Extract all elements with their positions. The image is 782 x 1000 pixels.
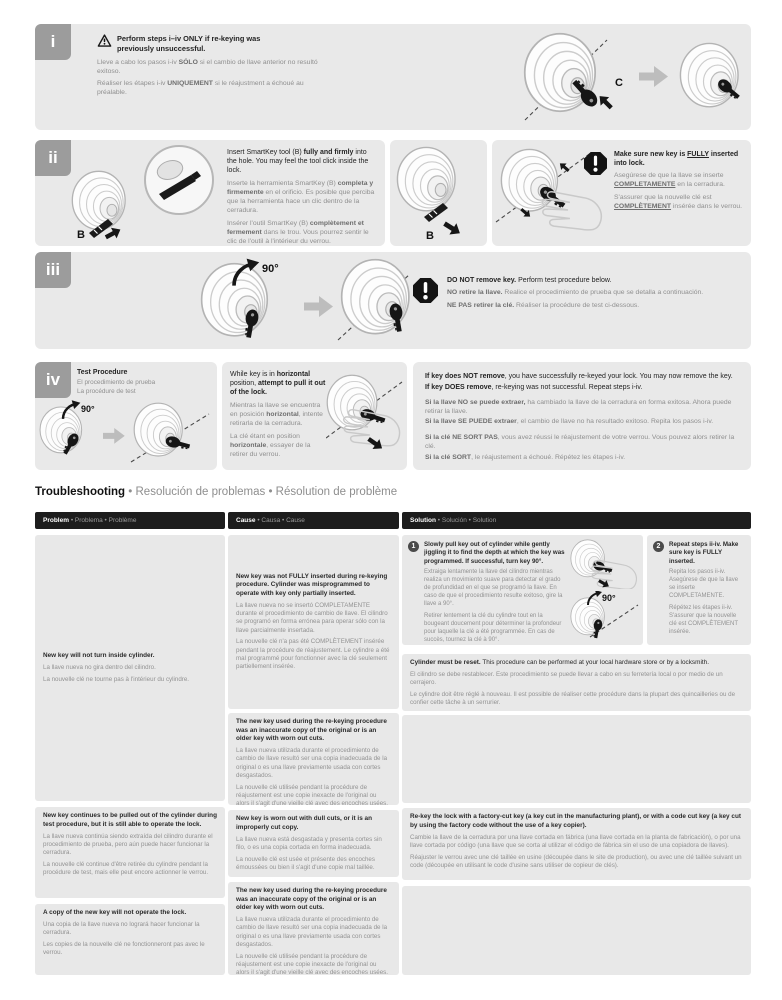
step-iii-fr: NE PAS retirer la clé. Réaliser la procédure de test ci-dessous. — [447, 302, 640, 310]
step-iv-pull-en: While key is in horizontal position, attempt to pull it out of the lock. — [230, 371, 326, 397]
key-c-label: C — [615, 77, 623, 89]
solution-reset-en: Cylinder must be reset. This procedure can be performed at your local hardware store or by a locksmith. — [410, 659, 709, 666]
insert-arrow-icon — [595, 92, 615, 112]
problem-1-en: New key will not turn inside cylinder. — [43, 651, 155, 659]
step-iii-panel — [35, 252, 751, 349]
solution-cell-step2 — [647, 535, 751, 645]
problem-3-en: A copy of the new key will not operate the lock. — [43, 909, 187, 916]
step-ii-badge: ii — [35, 140, 71, 176]
solution-step2-text — [669, 541, 743, 637]
step-i-text — [97, 34, 347, 102]
step-number-badge: 1 — [408, 541, 419, 552]
solution-cell-reset — [402, 654, 751, 711]
step-ii-fully-fr: S'assurer que la nouvelle clé est COMPLÈTEMENT insérée dans le verrou. — [614, 194, 743, 211]
solution-rekey-fr: Réajuster le verrou avec une clé taillée en usine (découpée dans le site de production), ou avec une clé taillée suivant un code (découpée en utilisant le code d'usine sans utiliser de copieur de clés). — [410, 853, 742, 869]
step-ii-key-fully-panel — [492, 140, 751, 246]
step-iii-en: DO NOT remove key. Perform test procedure below. — [447, 277, 612, 284]
step-iii-illustration — [200, 256, 412, 346]
step-iv-result-panel — [413, 362, 751, 470]
solution-step2-en: Repeat steps ii-iv. Make sure key is FULLY inserted. — [669, 541, 739, 565]
magnifier-inset-icon — [145, 146, 213, 214]
solution-pull-illustration — [570, 537, 640, 589]
result-en-1: If key does NOT remove, you have successfully re-keyed your lock. You may now remove the key. — [425, 373, 733, 380]
test-procedure-title-fr: La procédure de test — [77, 388, 136, 396]
solution-cell-step1 — [402, 535, 643, 645]
step-i-heading: Perform steps i–iv ONLY if re-keying was previously unsuccessful. — [117, 34, 261, 53]
alert-octagon-icon — [584, 152, 607, 180]
solution-reset-fr: Le cylindre doit être réglé à nouveau. Il est possible de réaliser cette procédure dans la plupart des quincailleries ou de confier cette tâche à un serrurier. — [410, 691, 736, 707]
step-iv-pull-panel — [222, 362, 407, 470]
problem-2-es: La llave nueva continúa siendo extraída del cilindro durante el procedimiento de prueba, pero aún puede hacer funcionar la cerradura. — [43, 832, 213, 857]
cause-2-es: La llave nueva utilizada durante el procedimiento de cambio de llave resultó ser una copia inadecuada de la original o es una llave previamente usada con cortes desgastados. — [236, 747, 388, 779]
arrow-right-icon — [103, 428, 125, 444]
rotation-90-label: 90° — [262, 263, 279, 275]
cause-4-en: The new key used during the re-keying procedure was an inaccurate copy of the original or is an older key with worn out cuts. — [236, 887, 387, 912]
test-procedure-title-en: Test Procedure — [77, 369, 128, 376]
alert-octagon-icon — [413, 278, 438, 308]
solution-cell-empty — [402, 715, 751, 803]
result-es-2: Si la llave SE PUEDE extraer, el cambio de llave no ha resultado exitoso. Repita los pasos i-iv. — [425, 418, 714, 426]
step-ii-insert-panel — [35, 140, 385, 246]
step-iv-pull-illustration — [326, 374, 404, 462]
step-ii-insert-illustration — [71, 144, 221, 242]
cause-3-fr: La nouvelle clé est usée et présente des encoches émoussées ou bien il s'agit d'une copie mal taillée. — [236, 855, 375, 871]
arrow-right-icon — [639, 66, 668, 87]
step-ii-insert-en: Insert SmartKey tool (B) fully and firmly into the hole. You may feel the tool click inside the lock. — [227, 149, 369, 175]
problem-2-fr: La nouvelle clé continue d'être retirée du cylindre pendant la procédure de test, mais elle peut encore actionner le verrou. — [43, 860, 209, 877]
result-es-1: Si la llave NO se puede extraer, ha cambiado la llave de la cerradura en forma exitosa. Ahora puede retirar la llave. — [425, 398, 732, 415]
tool-b-label: B — [77, 229, 85, 241]
result-fr-1: Si la clé NE SORT PAS, vous avez réussi le réajustement de votre verrou. Vous pouvez alors retirer la clé. — [425, 434, 735, 451]
step-ii-fully-es: Asegúrese de que la llave se inserte COMPLETAMENTE en la cerradura. — [614, 172, 725, 189]
tool-b-label: B — [426, 230, 434, 242]
problem-1-es: La llave nueva no gira dentro del cilindro. — [43, 664, 156, 671]
rotation-90-label: 90° — [602, 593, 616, 603]
step-ii-fully-en: Make sure new key is FULLY inserted into lock. — [614, 151, 739, 168]
solution-cell-empty — [402, 886, 751, 975]
solution-step1-text — [424, 541, 566, 644]
step-i-panel — [35, 24, 751, 130]
cause-3-en: New key is worn out with dull cuts, or it is an improperly cut copy. — [236, 815, 372, 831]
cause-1-es: La llave nueva no se insertó COMPLETAMENTE durante el procedimiento de cambio de llave. El cilindro se programó en forma errónea para operar sólo con la llave parcialmente insertada. — [236, 601, 388, 634]
step-iv-pull-es: Mientras la llave se encuentra en posición horizontal, intente retirarla de la cerradura. — [230, 401, 323, 427]
solution-step2-es: Repita los pasos ii-iv. Asegúrese de que la llave se inserte COMPLETAMENTE. — [669, 569, 739, 600]
remove-arrow-icon — [441, 218, 463, 239]
troubleshooting-title: Troubleshooting • Resolución de problemas • Résolution de problème — [35, 486, 398, 498]
result-fr-2: Si la clé SORT, le réajustement a échoué. Répétez les étapes i-iv. — [425, 453, 626, 461]
cause-4-es: La llave nueva utilizada durante el procedimiento de cambio de llave resultó ser una copia inadecuada de la original o es una llave previamente usada con cortes desgastados. — [236, 916, 388, 948]
step-ii-remove-tool-panel — [390, 140, 487, 246]
result-en-2: If key DOES remove, re-keying was not successful. Repeat steps i-iv. — [425, 383, 643, 391]
step-ii-fully-text — [614, 150, 744, 216]
test-procedure-title-es: El procedimiento de prueba — [77, 378, 156, 386]
col-header-cause: Cause • Causa • Cause — [228, 512, 399, 529]
step-iii-text — [447, 276, 743, 315]
solution-step1-fr: Retirer lentement la clé du cylindre tout en la bougeant doucement pour déterminer la profondeur pour laquelle la clé a été programmée. En cas de succès, tournez la clé à 90°. — [424, 612, 562, 643]
rotation-90-label: 90° — [81, 404, 95, 414]
step-ii-insert-fr: Insérer l'outil SmartKey (B) complètement et fermement dans le trou. Vous pourrez sentir le clic de l'outil à l'intérieur du verrou. — [227, 219, 369, 245]
warning-triangle-icon — [97, 34, 112, 48]
cause-2-en: The new key used during the re-keying procedure was an inaccurate copy of the original or is an older key with worn out cuts. — [236, 718, 387, 743]
step-number-badge: 2 — [653, 541, 664, 552]
solution-cell-rekey — [402, 808, 751, 880]
cause-cell-3 — [228, 810, 399, 877]
cause-cell-1 — [228, 535, 399, 709]
cause-1-en: New key was not FULLY inserted during re-keying procedure. Cylinder was misprogrammed to operate with key only partially inserted. — [236, 572, 388, 597]
step-iv-test-panel — [35, 362, 217, 470]
step-iv-result-text — [425, 372, 740, 464]
solution-rekey-es: Cambie la llave de la cerradura por una llave cortada en fábrica (una llave cortada en la planta de fabricación), o por una llave cortada por código (una llave que se corta al utilizar el código de fábrica sin el uso de una copiadora de llaves). — [410, 833, 741, 849]
step-ii-insert-es: Inserte la herramienta SmartKey (B) completa y firmemente en el orificio. Es posible que perciba que la herramienta hace un clic dentro de la cerradura. — [227, 179, 375, 214]
cause-1-fr: La nouvelle clé n'a pas été COMPLÈTEMENT insérée pendant la procédure de réajustement. Le cylindre a été mal programmé pour fonctionner avec la clé seulement partiellement insérée. — [236, 638, 390, 671]
problem-cell-1 — [35, 535, 225, 801]
cause-2-fr: La nouvelle clé utilisée pendant la procédure de réajustement est une copie inexacte de l'original ou alors il s'agit d'une vieille clé avec des encoches usées. — [236, 783, 388, 808]
step-iii-es: NO retire la llave. Realice el procedimiento de prueba que se detalla a continuación. — [447, 289, 704, 297]
col-header-problem: Problem • Problema • Problème — [35, 512, 225, 529]
step-ii-remove-illustration — [394, 144, 483, 242]
problem-1-fr: La nouvelle clé ne tourne pas à l'intérieur du cylindre. — [43, 675, 189, 683]
cause-4-fr: La nouvelle clé utilisée pendant la procédure de réajustement est une copie inexacte de l'original ou alors il s'agit d'une vieille clé avec des encoches usées. — [236, 952, 388, 977]
arrow-right-icon — [304, 296, 333, 317]
cause-cell-4 — [228, 882, 399, 975]
step-iv-test-illustration — [39, 400, 213, 466]
step-i-badge: i — [35, 24, 71, 60]
cause-cell-2 — [228, 713, 399, 808]
solution-rekey-en: Re-key the lock with a factory-cut key (a key cut in the manufacturing plant), or with a code cut key (a key cut by using the factory code without the use of a key copier). — [410, 813, 741, 829]
solution-step1-en: Slowly pull key out of cylinder while gently jiggling it to find the depth at which the key was programmed. If successful, turn key 90°. — [424, 541, 565, 565]
step-iv-pull-fr: La clé étant en position horizontale, essayer de la retirer du verrou. — [230, 432, 311, 458]
problem-2-en: New key continues to be pulled out of the cylinder during test procedure, but it is still able to operate the lock. — [43, 812, 217, 828]
step-i-text-es: Lleve a cabo los pasos i-iv SÓLO si el cambio de llave anterior no resultó exitoso. — [97, 58, 318, 75]
solution-rotate-illustration — [570, 591, 640, 641]
cause-3-es: La llave nueva está desgastada y presenta cortes sin filo, o es una copia cortada en forma inadecuada. — [236, 835, 382, 851]
solution-step2-fr: Répétez les étapes ii-iv. S'assurer que la nouvelle clé est COMPLÈTEMENT insérée. — [669, 604, 738, 635]
step-iii-badge: iii — [35, 252, 71, 288]
solution-step1-es: Extraiga lentamente la llave del cilindro mientras realiza un movimiento suave para detectar el grado de profundidad en el que se programó la llave. En caso de que el procedimiento resulte exitoso, gire la llave a 90°. — [424, 569, 563, 608]
col-header-solution: Solution • Solución • Solution — [402, 512, 751, 529]
step-iv-pull-text — [230, 370, 328, 464]
step-iv-badge: iv — [35, 362, 71, 398]
solution-reset-es: El cilindro se debe restablecer. Este procedimiento se puede llevar a cabo en su ferretería local o por medio de un cerrajero. — [410, 671, 723, 687]
problem-3-es: Una copia de la llave nueva no logrará hacer funcionar la cerradura. — [43, 921, 200, 937]
step-iv-test-titles — [77, 368, 209, 397]
problem-cell-2 — [35, 807, 225, 898]
step-ii-insert-text — [227, 148, 377, 250]
step-i-text-fr: Réaliser les étapes i-iv UNIQUEMENT si le réajustment a échoué au préalable. — [97, 80, 304, 97]
step-i-lock-illustration — [521, 28, 747, 126]
problem-3-fr: Les copies de la nouvelle clé ne fonctionneront pas avec le verrou. — [43, 941, 205, 957]
problem-cell-3 — [35, 904, 225, 975]
